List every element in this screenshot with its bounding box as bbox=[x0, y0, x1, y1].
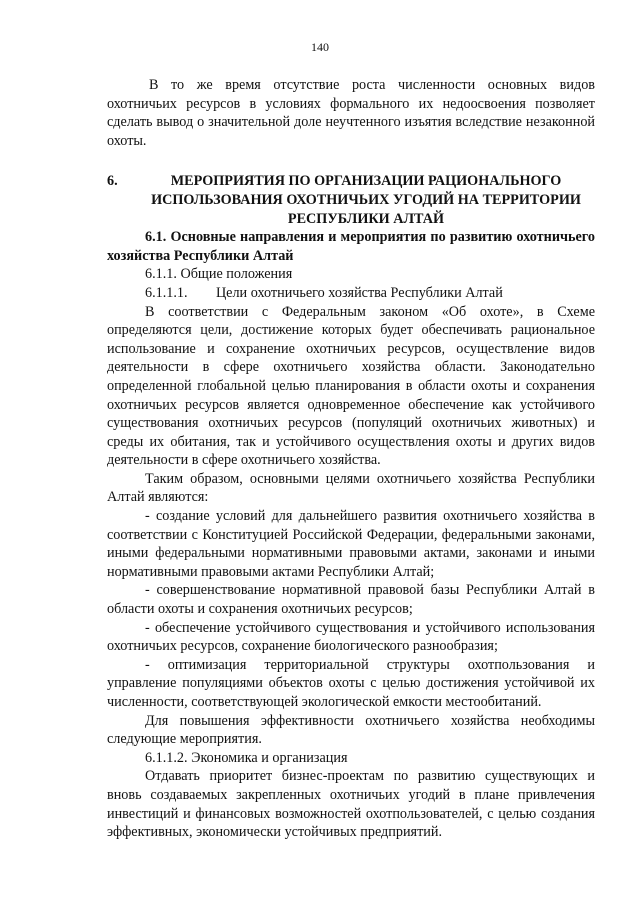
subsection-6-1-heading: 6.1. Основные направления и мероприятия по развитию охотничьего хозяйства Республики Алтай bbox=[107, 229, 595, 264]
goals-paragraph: В соответствии с Федеральным законом «Об охоте», в Схеме определяются цели, достижение которых будет обеспечивать рациональное использование и сохранение охотничьих ресурсов, осуществление видов деятельности в сфере охотничьего хозяйства области. Законодательно определенной глобальной целью планирования в области охоты и сохранения охотничьих ресурсов является одновременное обеспечение как устойчивого существования охотничьих ресурсов (популяций охотничьих животных) и среды их обитания, так и устойчивого осуществления охоты и других видов деятельности в сфере охотничьего хозяйства. bbox=[107, 303, 595, 469]
subsection-6-1-1-heading: 6.1.1. Общие положения bbox=[145, 266, 293, 283]
subsection-6-1-1-2-heading: 6.1.1.2. Экономика и организация bbox=[145, 749, 348, 766]
intro-paragraph: В то же время отсутствие роста численности основных видов охотничьих ресурсов в условиях формального их недооcвоения позволяет сделать вывод о значительной доле неучтенного изъятия вследствие незаконной охоты. bbox=[107, 77, 595, 149]
list-item: - оптимизация территориальной структуры охотпользования и управление популяциями объектов охоты с целью достижения устойчивой их численности, соответствующей экологической емкости местообитаний. bbox=[107, 656, 595, 710]
economy-paragraph: Отдавать приоритет бизнес-проектам по развитию существующих и вновь создаваемых закрепленных охотничьих угодий в плане привлечения инвестиций и финансовых возможностей охотпользователей, с целью создания эффективных, экономически устойчивых предприятий. bbox=[107, 768, 595, 841]
efficiency-paragraph: Для повышения эффективности охотничьего хозяйства необходимы следующие мероприятия. bbox=[107, 712, 595, 748]
list-item: - обеспечение устойчивого существования и устойчивого использования охотничьих ресурсов, сохранение биологического разнообразия; bbox=[107, 619, 595, 655]
section-heading bbox=[107, 172, 595, 228]
document-body bbox=[107, 76, 595, 842]
section-number: 6. bbox=[107, 173, 118, 190]
main-goals-paragraph: Таким образом, основными целями охотничьего хозяйства Республики Алтай являются: bbox=[107, 470, 595, 506]
section-title: МЕРОПРИЯТИЯ ПО ОРГАНИЗАЦИИ РАЦИОНАЛЬНОГО ИСПОЛЬЗОВАНИЯ ОХОТНИЧЬИХ УГОДИЙ НА ТЕРРИТОРИИ РЕСПУБЛИКИ АЛТАЙ bbox=[151, 173, 581, 227]
list-item: - создание условий для дальнейшего развития охотничьего хозяйства в соответствии с Конституцией Российской Федерации, федеральными законами, иными федеральными нормативными правовыми актами, законами и иными нормативными правовыми актами Республики Алтай; bbox=[107, 508, 595, 580]
page-number: 140 bbox=[311, 40, 329, 54]
list-item: - совершенствование нормативной правовой базы Республики Алтай в области охоты и сохранения охотничьих ресурсов; bbox=[107, 582, 595, 618]
subsection-6-1-1-1-heading: 6.1.1.1. Цели охотничьего хозяйства Республики Алтай bbox=[145, 284, 503, 301]
